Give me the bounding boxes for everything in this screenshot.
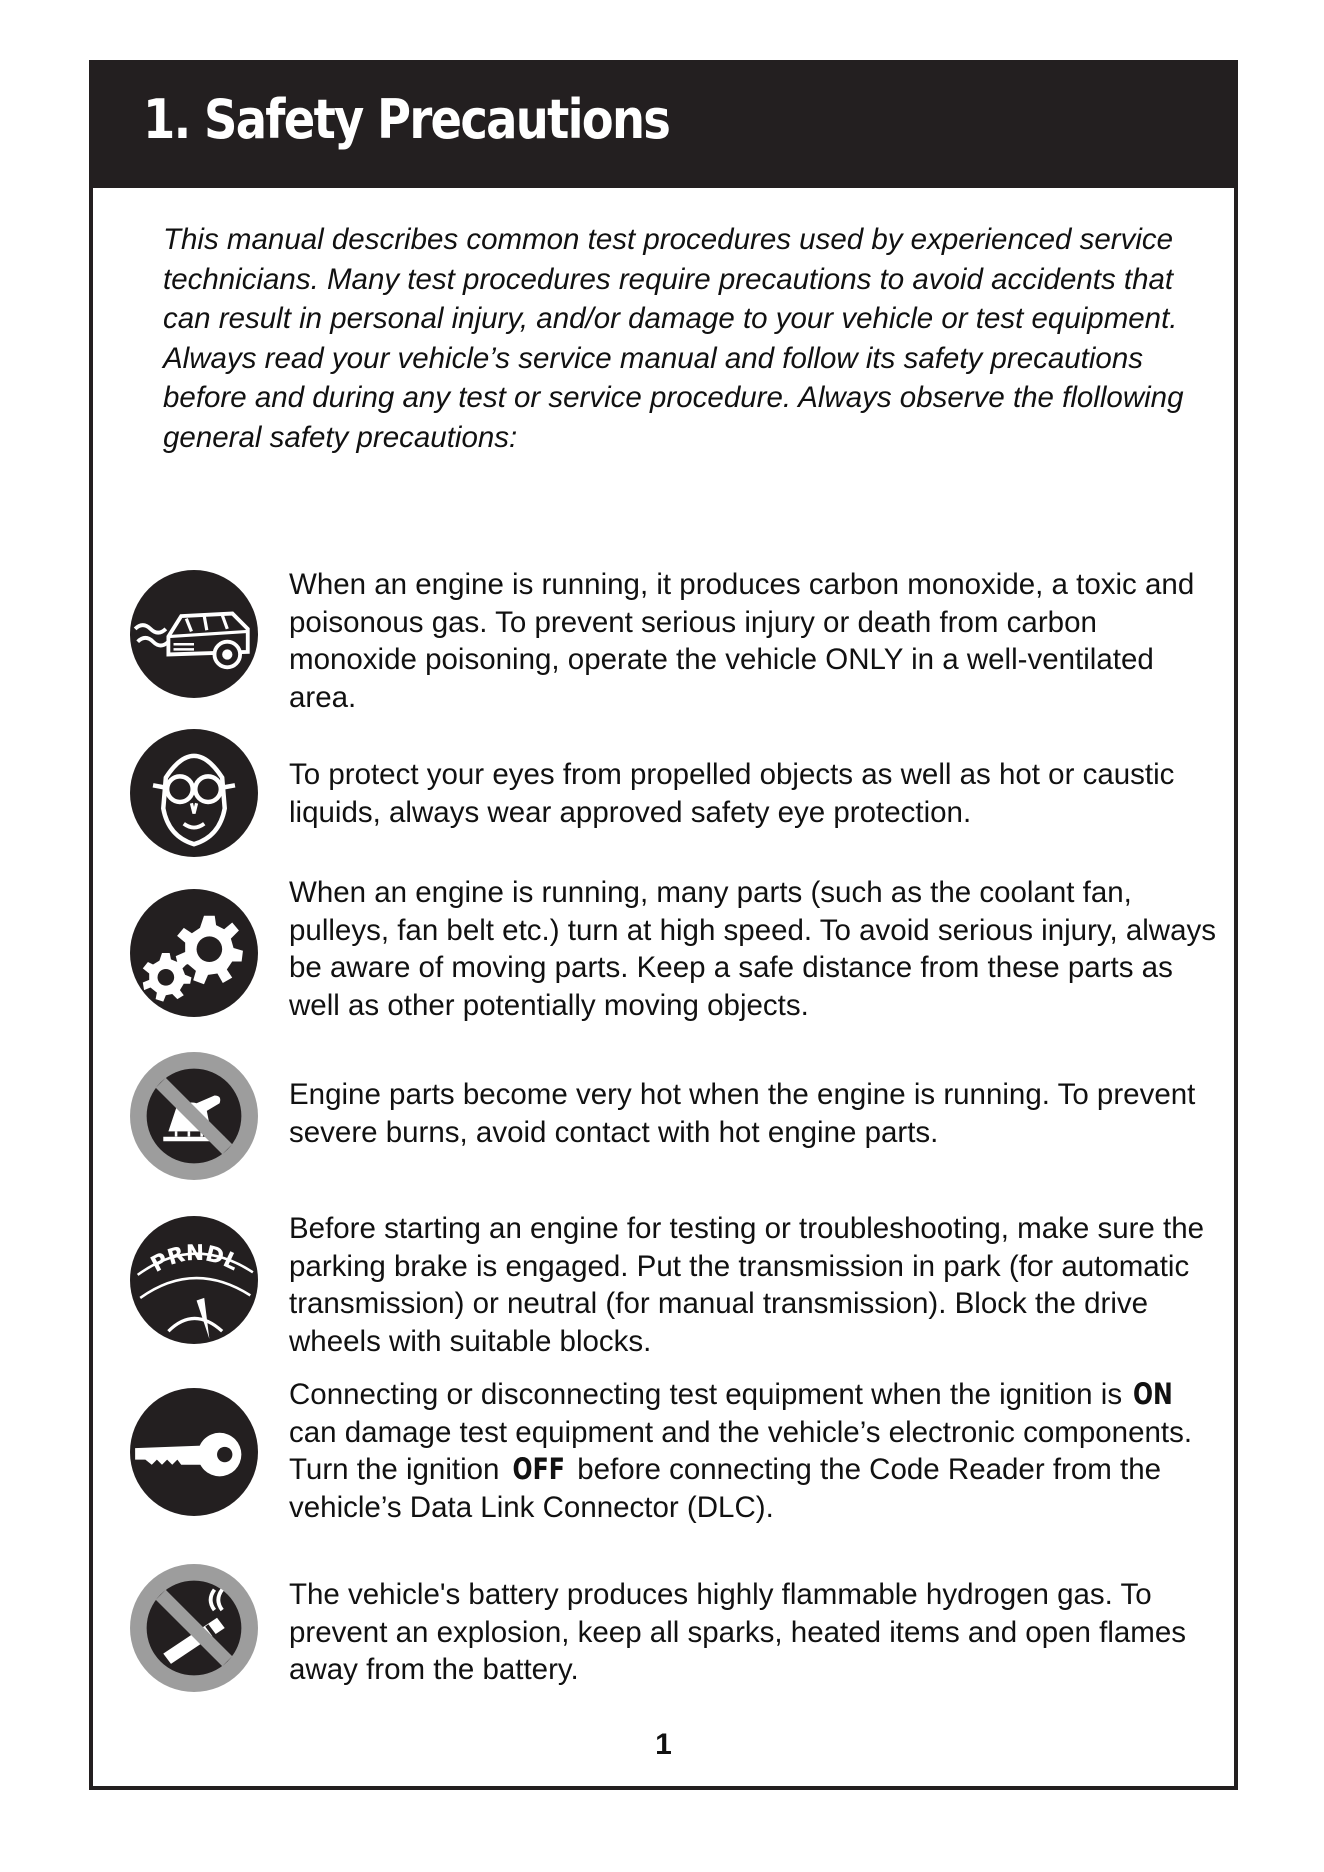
precaution-text: The vehicle's battery produces highly flammable hydrogen gas. To prevent an explosion, keep all sparks, heated items and open flames away from the battery. — [289, 1578, 1187, 1686]
intro-paragraph: This manual describes common test procedures used by experienced service technicians. Many test procedures require precautions to avoid accidents that can result in personal injury, and/or damage to your vehicle or test equipment. Always read your vehicle’s service manual and follow its safety precautions before and during any test or service procedure. Always observe the flollowing general safety precautions: — [163, 223, 1184, 454]
precaution-text: When an engine is running, it produces carbon monoxide, a toxic and poisonous gas. To prevent serious injury or death from carbon monoxide poisoning, operate the vehicle ONLY in a well-ventilated area. — [289, 568, 1195, 714]
gears-icon — [130, 889, 258, 1017]
keyword-off: OFF — [512, 1452, 565, 1486]
precaution-text: To protect your eyes from propelled objects as well as hot or caustic liquids, always wear approved safety eye protection. — [289, 758, 1175, 829]
page-title: 1. Safety Precautions — [143, 88, 670, 151]
precaution-text: Before starting an engine for testing or troubleshooting, make sure the parking brake is engaged. Put the transmission in park (for automatic transmission) or neutral (for manual transmission). Block the drive wheels with suitable blocks. — [289, 1212, 1205, 1358]
precaution-text: Engine parts become very hot when the engine is running. To prevent severe burns, avoid contact with hot engine parts. — [289, 1078, 1196, 1149]
page-number: 1 — [655, 1728, 672, 1761]
page-frame — [89, 60, 1238, 1790]
no-smoking-icon — [130, 1564, 258, 1692]
ignition-text-b: can damage test equipment and the vehicle’s electronic components. Turn the ignition — [289, 1415, 1193, 1486]
ignition-text-a: Connecting or disconnecting test equipment when the ignition is — [289, 1378, 1123, 1411]
precaution-text — [289, 1376, 1229, 1526]
ignition-key-icon — [130, 1388, 258, 1516]
title-bar — [93, 64, 1234, 188]
precaution-text: When an engine is running, many parts (such as the coolant fan, pulleys, fan belt etc.) turn at high speed. To avoid serious injury, always be aware of moving parts. Keep a safe distance from these parts as well as other potentially moving objects. — [289, 876, 1217, 1022]
prndl-label: PRNDL — [146, 1240, 243, 1278]
keyword-on: ON — [1133, 1377, 1174, 1411]
gear-selector-icon — [130, 1216, 258, 1344]
no-touch-hot-surface-icon — [130, 1052, 258, 1180]
ignition-text-c: before connecting the Code Reader from the vehicle’s Data Link Connector (DLC). — [289, 1453, 1162, 1524]
safety-goggles-icon — [130, 729, 258, 857]
car-exhaust-icon — [130, 570, 258, 698]
